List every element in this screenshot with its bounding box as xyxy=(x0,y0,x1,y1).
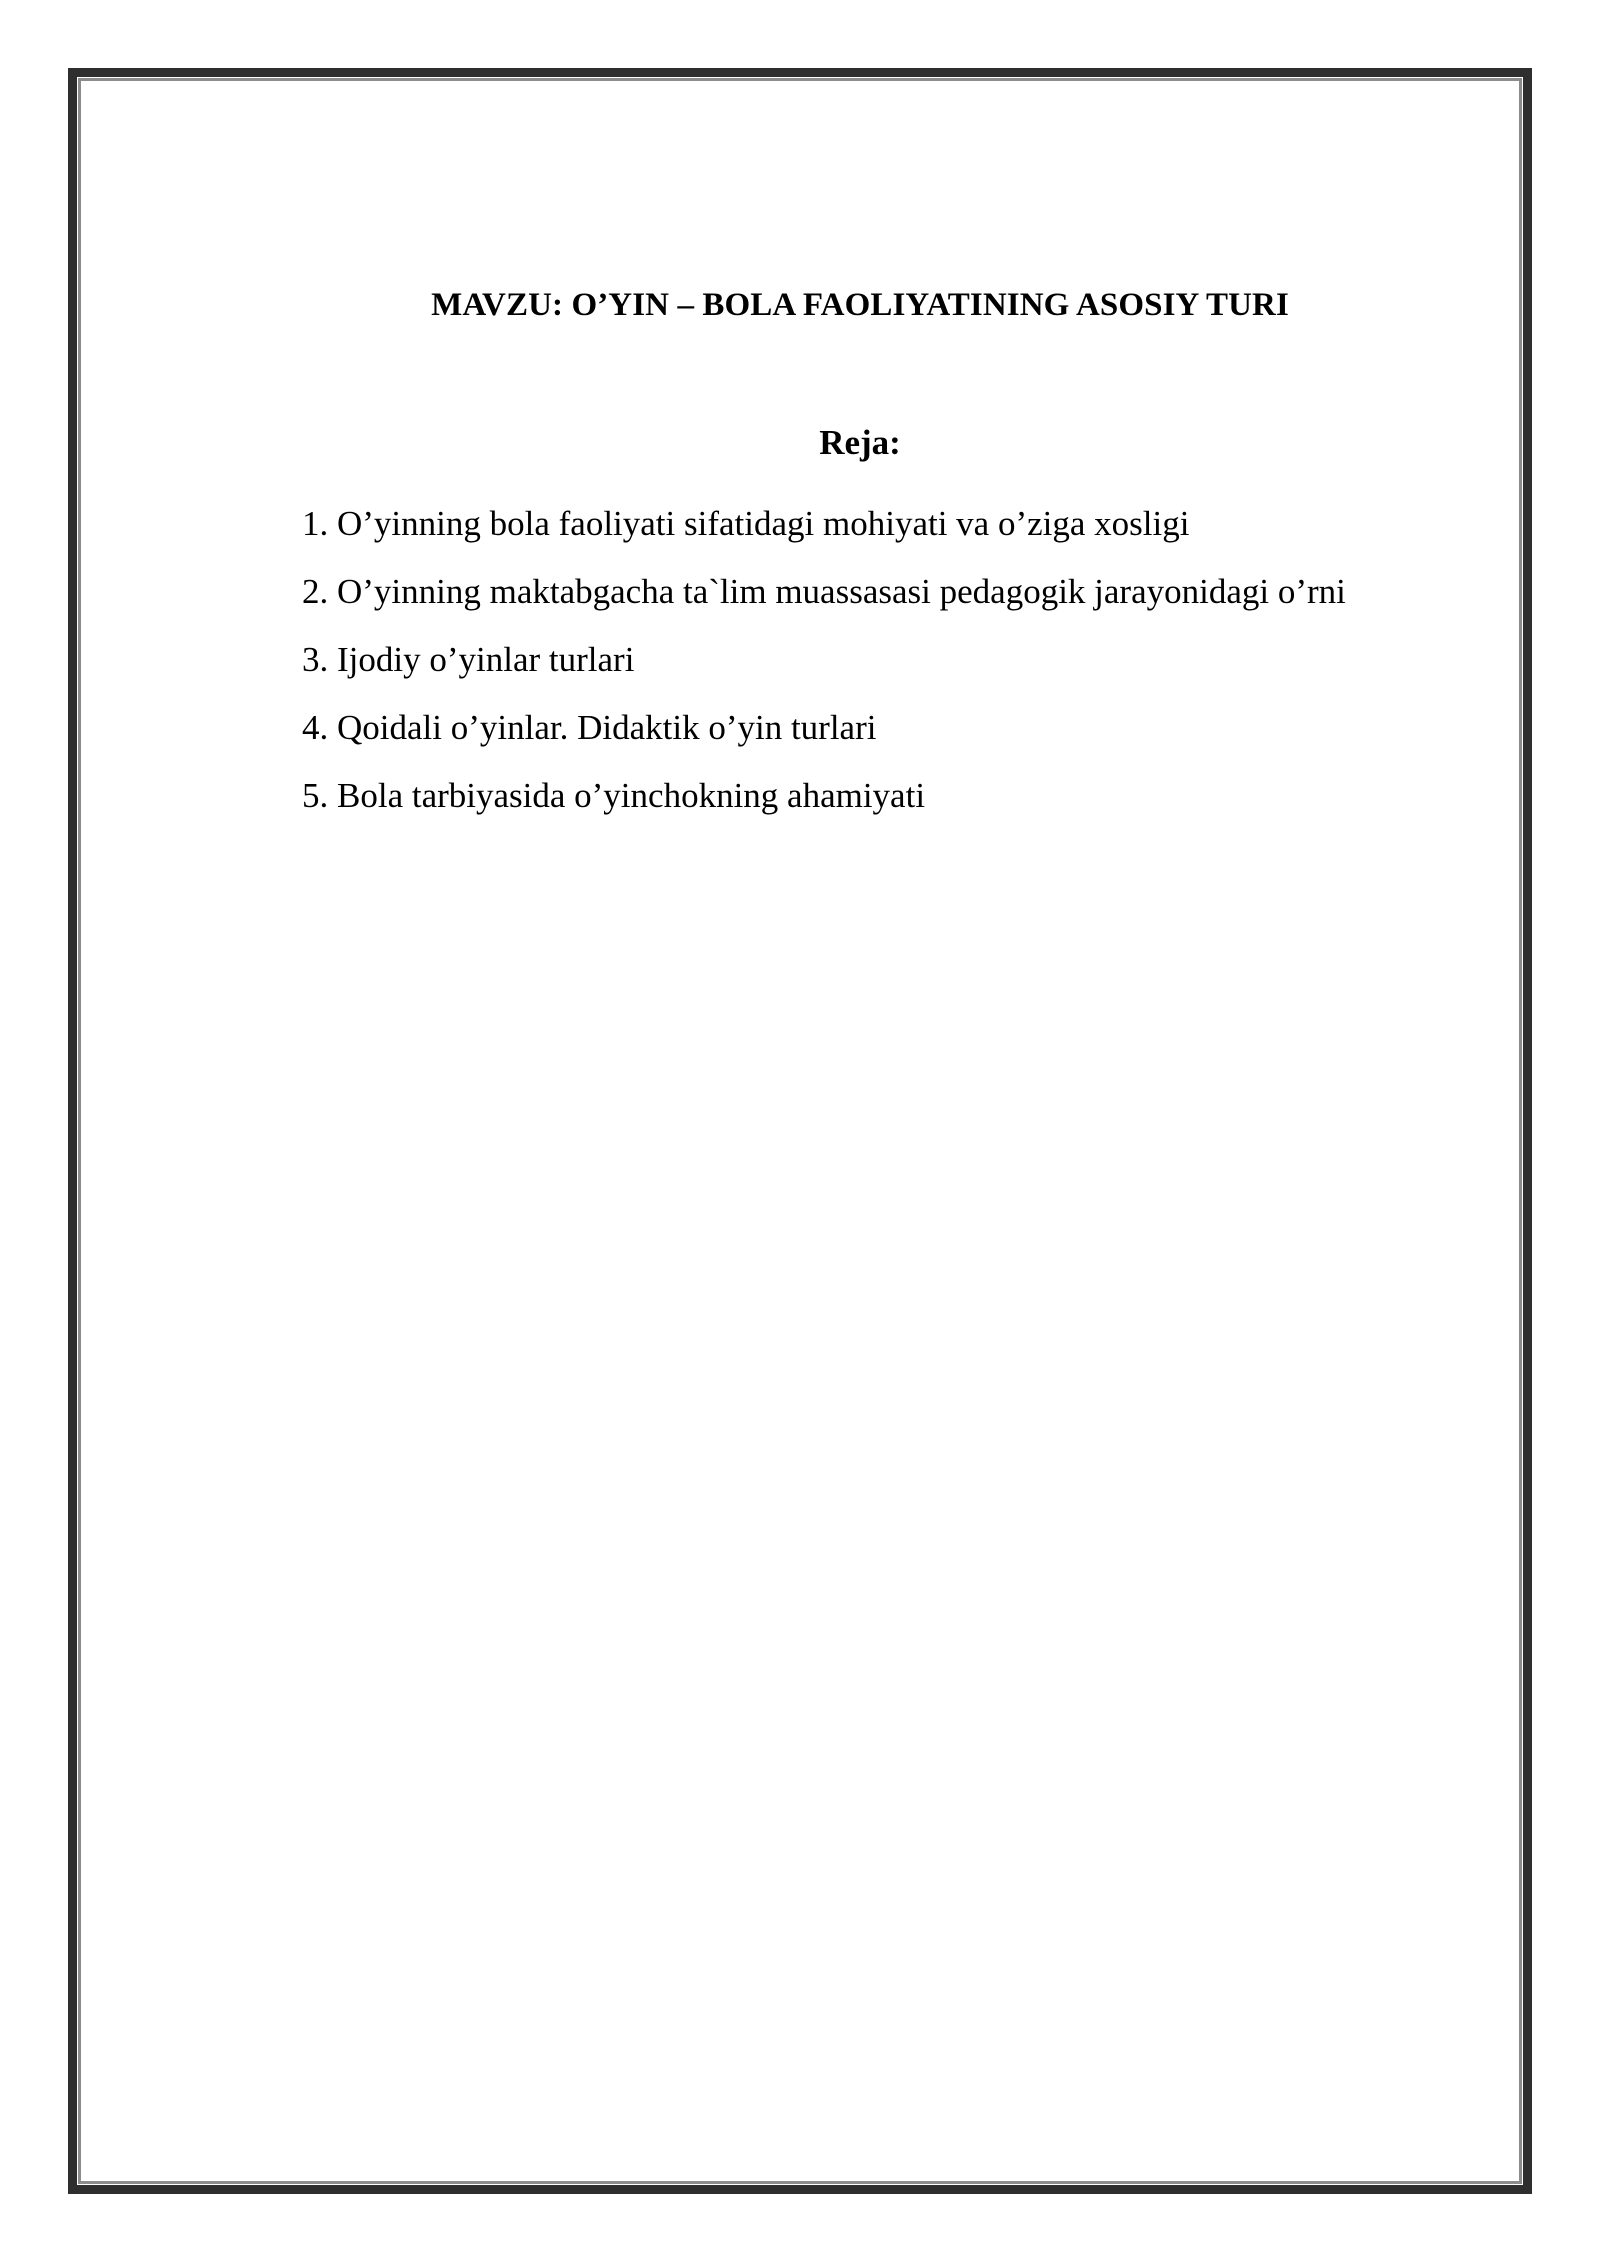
plan-item-2: 2. O’yinning maktabgacha ta`lim muassasasi pedagogik jarayonidagi o’rni xyxy=(302,572,1346,611)
plan-item-5: 5. Bola tarbiyasida o’yinchokning ahamiyati xyxy=(302,776,926,815)
plan-item-1: 1. O’yinning bola faoliyati sifatidagi mohiyati va o’ziga xosligi xyxy=(302,504,1190,543)
plan-item-4: 4. Qoidali o’yinlar. Didaktik o’yin turlari xyxy=(302,708,877,747)
plan-heading: Reja: xyxy=(819,423,901,462)
page-border-inner xyxy=(78,78,1522,2184)
plan-item-3: 3. Ijodiy o’yinlar turlari xyxy=(302,640,635,679)
plan-list xyxy=(302,490,1482,830)
document-title: MAVZU: O’YIN – BOLA FAOLIYATINING ASOSIY TURI xyxy=(431,287,1289,323)
